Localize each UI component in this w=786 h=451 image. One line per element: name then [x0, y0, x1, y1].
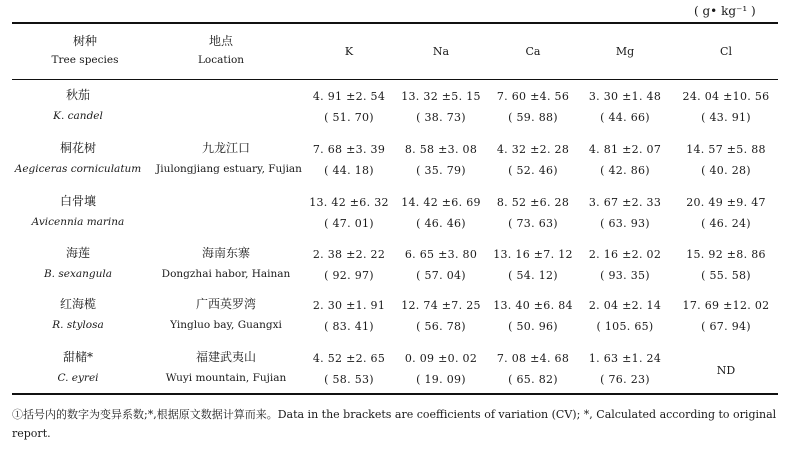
value-na: 14. 42 ±6. 69	[401, 196, 481, 209]
value-ca: 4. 32 ±2. 28	[496, 143, 570, 156]
value-mg: 2. 16 ±2. 02	[588, 248, 662, 261]
value-mg: 3. 67 ±2. 33	[588, 196, 662, 209]
table-row-location	[156, 297, 296, 332]
value-mg: 4. 81 ±2. 07	[588, 143, 662, 156]
cv-k: ( 51. 70)	[324, 111, 374, 124]
header-element-mg: Mg	[615, 45, 635, 58]
location-en: Dongzhai habor, Hainan	[161, 268, 291, 280]
table-row-species	[4, 297, 152, 332]
table-row-species	[4, 194, 152, 229]
species-zh: 桐花树	[59, 141, 96, 155]
location-en: Yingluo bay, Guangxi	[170, 319, 282, 331]
value-mg: 2. 04 ±2. 14	[588, 299, 662, 312]
header-element-ca: Ca	[525, 45, 541, 58]
value-na: 12. 74 ±7. 25	[401, 299, 481, 312]
table-footnote: ①括号内的数字为变异系数;*,根据原文数据计算而来。Data in the brackets are coefficients of variation (CV); *, Calculated according to original report.	[12, 408, 777, 440]
species-en: K. candel	[53, 110, 103, 122]
cv-na: ( 38. 73)	[416, 111, 466, 124]
cv-k: ( 83. 41)	[324, 320, 374, 333]
table-top-rule	[12, 22, 778, 24]
species-zh: 甜槠*	[62, 350, 93, 364]
cv-na: ( 35. 79)	[416, 164, 466, 177]
value-ca: 13. 40 ±6. 84	[493, 299, 573, 312]
location-zh: 广西英罗湾	[195, 297, 256, 311]
species-zh: 白骨壤	[59, 194, 96, 208]
table-row-species	[4, 246, 152, 281]
cv-ca: ( 65. 82)	[508, 373, 558, 386]
value-cl: 15. 92 ±8. 86	[686, 248, 766, 261]
table-row-location	[156, 141, 302, 176]
header-element-cl: Cl	[720, 45, 732, 58]
cv-cl: ( 43. 91)	[701, 111, 751, 124]
header-species-en: Tree species	[51, 54, 119, 66]
cv-k: ( 44. 18)	[324, 164, 374, 177]
value-cl: 24. 04 ±10. 56	[682, 90, 770, 103]
value-na: 6. 65 ±3. 80	[404, 248, 478, 261]
value-mg: 3. 30 ±1. 48	[588, 90, 662, 103]
species-en: C. eyrei	[57, 372, 99, 384]
header-rule	[12, 79, 778, 80]
location-en: Wuyi mountain, Fujian	[165, 372, 287, 384]
value-k: 4. 91 ±2. 54	[312, 90, 386, 103]
unit-label: ( g• kg⁻¹ )	[694, 4, 756, 18]
header-element-k: K	[344, 45, 354, 58]
table-bottom-rule	[12, 393, 778, 395]
value-na: 8. 58 ±3. 08	[404, 143, 478, 156]
species-en: B. sexangula	[43, 268, 113, 280]
cv-na: ( 19. 09)	[416, 373, 466, 386]
location-zh: 福建武夷山	[195, 350, 256, 364]
value-cl-nd: ND	[716, 364, 736, 377]
cv-cl: ( 67. 94)	[701, 320, 751, 333]
value-k: 7. 68 ±3. 39	[312, 143, 386, 156]
value-na: 13. 32 ±5. 15	[401, 90, 481, 103]
cv-k: ( 92. 97)	[324, 269, 374, 282]
cv-na: ( 56. 78)	[416, 320, 466, 333]
value-k: 2. 30 ±1. 91	[312, 299, 386, 312]
header-location-zh: 地点	[208, 34, 233, 48]
species-zh: 红海榄	[59, 297, 96, 311]
cv-ca: ( 50. 96)	[508, 320, 558, 333]
table-row-species	[4, 141, 152, 176]
value-k: 4. 52 ±2. 65	[312, 352, 386, 365]
header-species-zh: 树种	[72, 34, 97, 48]
cv-na: ( 57. 04)	[416, 269, 466, 282]
cv-ca: ( 54. 12)	[508, 269, 558, 282]
table-row-species	[4, 350, 152, 385]
value-ca: 7. 60 ±4. 56	[496, 90, 570, 103]
value-k: 13. 42 ±6. 32	[309, 196, 389, 209]
cv-cl: ( 46. 24)	[701, 217, 751, 230]
value-cl: 17. 69 ±12. 02	[682, 299, 770, 312]
cv-k: ( 47. 01)	[324, 217, 374, 230]
cv-mg: ( 42. 86)	[600, 164, 650, 177]
cv-mg: ( 93. 35)	[600, 269, 650, 282]
table-row-species	[4, 88, 152, 123]
cv-mg: ( 44. 66)	[600, 111, 650, 124]
cv-k: ( 58. 53)	[324, 373, 374, 386]
header-element-na: Na	[432, 45, 450, 58]
value-cl: 14. 57 ±5. 88	[686, 143, 766, 156]
value-cl: 20. 49 ±9. 47	[686, 196, 766, 209]
species-en: Avicennia marina	[31, 216, 125, 228]
value-ca: 7. 08 ±4. 68	[496, 352, 570, 365]
cv-mg: ( 63. 93)	[600, 217, 650, 230]
cv-cl: ( 55. 58)	[701, 269, 751, 282]
location-en: Jiulongjiang estuary, Fujian	[156, 163, 302, 175]
value-k: 2. 38 ±2. 22	[312, 248, 386, 261]
value-ca: 13. 16 ±7. 12	[493, 248, 573, 261]
value-mg: 1. 63 ±1. 24	[588, 352, 662, 365]
cv-mg: ( 76. 23)	[600, 373, 650, 386]
table-row-location	[156, 350, 296, 385]
cv-ca: ( 59. 88)	[508, 111, 558, 124]
species-zh: 秋茄	[65, 88, 90, 102]
species-en: R. stylosa	[52, 319, 104, 331]
header-location	[176, 34, 266, 67]
cv-mg: ( 105. 65)	[596, 320, 654, 333]
value-na: 0. 09 ±0. 02	[404, 352, 478, 365]
table-row-location	[156, 246, 296, 281]
location-zh: 海南东寨	[201, 246, 250, 260]
cv-ca: ( 52. 46)	[508, 164, 558, 177]
cv-na: ( 46. 46)	[416, 217, 466, 230]
header-location-en: Location	[197, 54, 245, 66]
species-en: Aegiceras corniculatum	[14, 163, 142, 175]
value-ca: 8. 52 ±6. 28	[496, 196, 570, 209]
header-species	[40, 34, 130, 67]
cv-ca: ( 73. 63)	[508, 217, 558, 230]
species-zh: 海莲	[65, 246, 90, 260]
cv-cl: ( 40. 28)	[701, 164, 751, 177]
location-zh: 九龙江口	[201, 141, 250, 155]
